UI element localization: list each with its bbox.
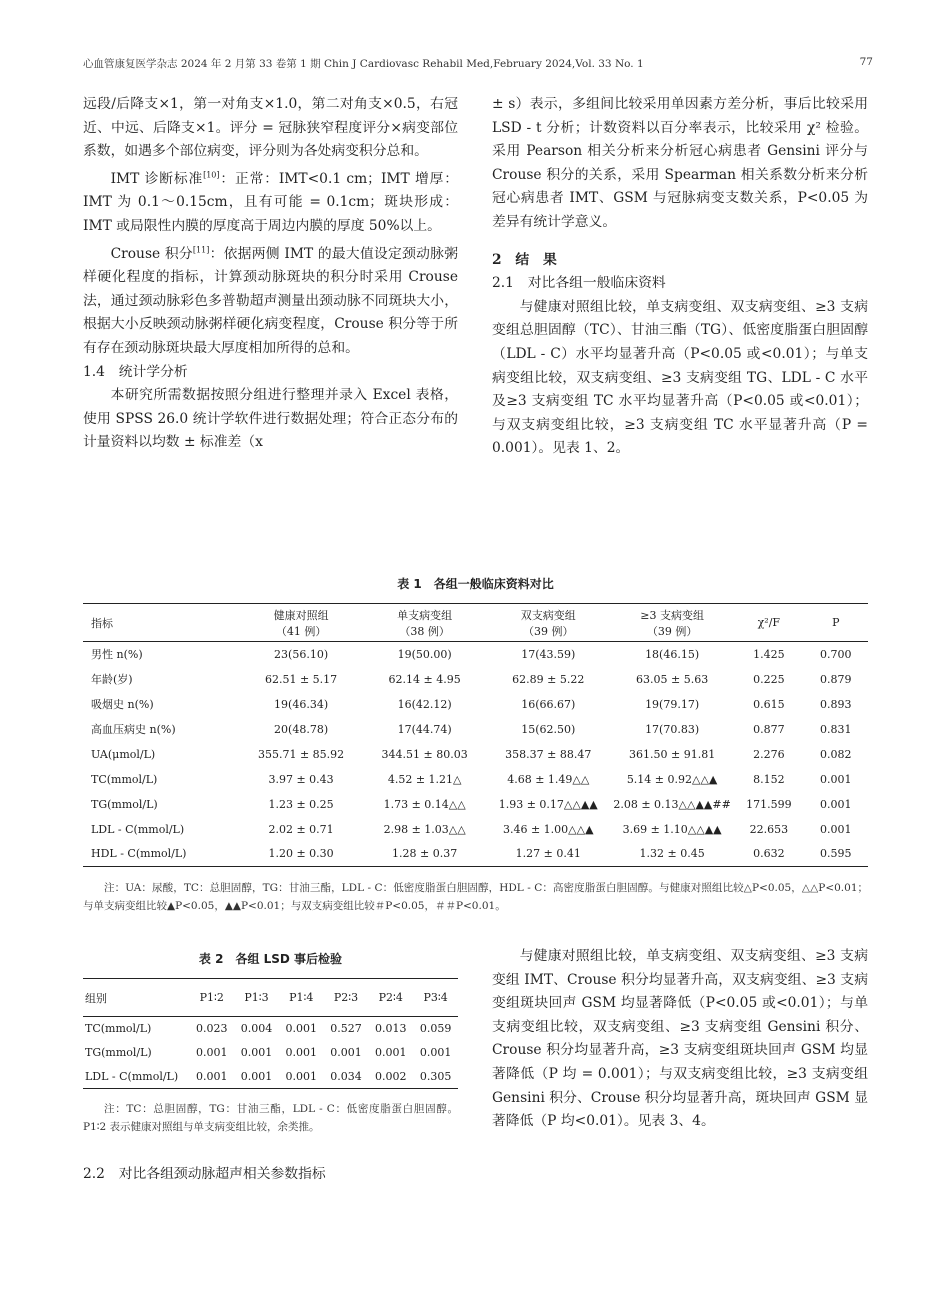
table-cell: 0.001 (240, 1046, 273, 1059)
table-header: 健康对照组 （41 例） (273, 608, 329, 638)
table2 (83, 978, 458, 1089)
table-cell: 19(50.00) (397, 647, 452, 661)
table-row (83, 817, 868, 842)
table-cell: 8.152 (753, 772, 785, 786)
table-cell: TG(mmol/L) (91, 797, 158, 811)
right-column-lower (492, 945, 868, 1134)
table-cell: 0.001 (285, 1069, 317, 1083)
table-cell: LDL - C(mmol/L) (91, 822, 185, 836)
table-cell: 16(42.12) (397, 697, 452, 711)
table-cell: 1.28 ± 0.37 (392, 847, 458, 861)
table-cell: 0.595 (820, 847, 852, 861)
table-cell: 5.14 ± 0.92△△▲ (626, 772, 718, 786)
table-cell: 0.023 (195, 1022, 228, 1036)
table-cell: 17(43.59) (521, 647, 576, 661)
table-cell: 62.89 ± 5.22 (512, 672, 585, 686)
table-cell: 3.69 ± 1.10△△▲▲ (622, 822, 722, 836)
table-cell: 0.001 (285, 1022, 317, 1036)
table-header: P3∶4 (423, 991, 448, 1004)
table-cell: 0.059 (419, 1022, 452, 1036)
term-label: Crouse 积分 (110, 245, 193, 262)
table-cell: 2.276 (753, 747, 785, 761)
paragraph: 与健康对照组比较，单支病变组、双支病变组、≥3 支病变组总胆固醇（TC）、甘油三酯（TG）、低密度脂蛋白胆固醇（LDL - C）水平均显著升高（P<0.05 或<0.01）；与单支病变组比较，双支病变组、≥3 支病变组 TG、LDL - C 水平及≥3 支病变组 TC 水平均显著升高（P<0.05 或<0.01）；与双支病变组比较，≥3 支病变组 TC 水平显著升高（P = 0.001）。见表 1、2。 (492, 298, 868, 457)
table-header: 单支病变组 （38 例） (397, 608, 453, 638)
paragraph: 远段/后降支×1，第一对角支×1.0，第二对角支×0.5，右冠近、中远、后降支×1。评分 = 冠脉狭窄程度评分×病变部位系数，如遇多个部位病变，评分则为各处病变积分总和。 (83, 96, 458, 160)
table-cell: 0.004 (240, 1022, 273, 1036)
table-cell: 高血压病史 n(%) (91, 723, 176, 736)
table-cell: 23(56.10) (274, 647, 329, 661)
table-row (83, 792, 868, 817)
paragraph-imt (83, 168, 458, 239)
table-cell: 0.831 (820, 722, 852, 736)
table-cell: 15(62.50) (521, 722, 576, 736)
table-cell: 0.225 (753, 672, 785, 686)
table-row (83, 642, 868, 667)
table-cell: 355.71 ± 85.92 (257, 747, 345, 761)
table-cell: UA(μmol/L) (91, 747, 156, 761)
table-cell: 0.893 (820, 697, 852, 711)
table-cell: 19(79.17) (645, 697, 700, 711)
table-cell: 4.52 ± 1.21△ (387, 772, 462, 786)
table-cell: 1.20 ± 0.30 (268, 847, 334, 861)
table-cell: 171.599 (746, 797, 792, 811)
running-header (83, 56, 873, 72)
term-label: IMT 诊断标准 (110, 170, 204, 187)
table-cell: 0.527 (330, 1022, 362, 1036)
table-cell: 19(46.34) (274, 697, 329, 711)
table-cell: 0.001 (285, 1046, 317, 1059)
table-row (83, 842, 868, 867)
table-cell: 0.001 (820, 772, 852, 786)
citation: [10] (203, 170, 220, 180)
table-row (83, 1041, 458, 1065)
table-cell: 1.73 ± 0.14△△ (383, 797, 466, 811)
table-header: P (832, 616, 840, 629)
table-header: 指标 (91, 616, 113, 630)
table-header: P1∶4 (289, 991, 314, 1004)
section-heading: 2.1 对比各组一般临床资料 (492, 275, 666, 292)
table-cell: 3.46 ± 1.00△△▲ (502, 822, 594, 836)
table-cell: 0.305 (419, 1069, 452, 1083)
table-cell: 62.14 ± 4.95 (388, 672, 461, 686)
table-cell: 0.001 (330, 1046, 362, 1059)
table-header: 双支病变组 （39 例） (520, 608, 576, 638)
table-cell: 男性 n(%) (91, 648, 143, 662)
section-heading: 1.4 统计学分析 (83, 363, 188, 380)
section-heading: 2 结 果 (492, 251, 557, 268)
table-header: P2∶4 (378, 991, 403, 1004)
table-row (83, 767, 868, 792)
table-cell: 0.001 (419, 1046, 452, 1059)
table-row (83, 1017, 458, 1041)
citation: [11] (192, 244, 210, 254)
table-cell: 361.50 ± 91.81 (629, 747, 716, 761)
table-cell: LDL - C(mmol/L) (85, 1069, 179, 1083)
table2-title: 表 2 各组 LSD 事后检验 (198, 952, 343, 966)
table-row (83, 1065, 458, 1089)
table-cell: 0.700 (820, 647, 852, 661)
paragraph-text: ：正常：IMT<0.1 cm；IMT 增厚：IMT 为 0.1～0.15cm，且有可能 = 0.1cm；斑块形成：IMT 或局限性内膜的厚度高于周边内膜的厚度 50%以上。 (83, 170, 458, 234)
journal-header: 心血管康复医学杂志 2024 年 2 月第 33 卷第 1 期 Chin J Cardiovasc Rehabil Med,February 2024,Vol. 33 No. 1 (83, 58, 644, 70)
table-cell: 2.98 ± 1.03△△ (383, 822, 466, 836)
table-cell: 0.001 (820, 822, 852, 836)
left-column (83, 93, 458, 455)
table-cell: 0.877 (753, 722, 785, 736)
paragraph-crouse (83, 243, 458, 361)
table-cell: 0.034 (330, 1069, 362, 1083)
table-cell: 17(44.74) (397, 722, 452, 736)
table-cell: TG(mmol/L) (85, 1046, 152, 1059)
table-cell: 1.27 ± 0.41 (515, 847, 581, 861)
table-cell: 0.615 (753, 697, 785, 711)
right-column (492, 93, 868, 461)
page-number: 77 (859, 56, 873, 68)
table-cell: 2.02 ± 0.71 (268, 822, 334, 836)
table2-note: 注：TC：总胆固醇，TG：甘油三酯，LDL - C：低密度脂蛋白胆固醇。P1∶2 表示健康对照组与单支病变组比较，余类推。 (83, 1103, 458, 1133)
table-cell: 1.425 (753, 647, 785, 661)
table-cell: 吸烟史 n(%) (91, 698, 154, 711)
table-cell: 62.51 ± 5.17 (264, 672, 338, 686)
paragraph: 与健康对照组比较，单支病变组、双支病变组、≥3 支病变组 IMT、Crouse 积分均显著升高，双支病变组、≥3 支病变组斑块回声 GSM 均显著降低（P<0.05 或<0.01）；与单支病变组比较，双支病变组、≥3 支病变组 Gensini 积分、Crouse 积分均显著升高，≥3 支病变组斑块回声 GSM 均显著降低（P 均 = 0.001）；与双支病变组比较，≥3 支病变组 Gensini 积分、Crouse 积分均显著升高，斑块回声 GSM 显著降低（P 均<0.01）。见表 3、4。 (492, 948, 868, 1130)
paragraph: 本研究所需数据按照分组进行整理并录入 Excel 表格，使用 SPSS 26.0 统计学软件进行数据处理；符合正态分布的计量资料以均数 ± 标准差（x (83, 387, 458, 451)
table-cell: 1.32 ± 0.45 (639, 847, 705, 861)
table-cell: TC(mmol/L) (85, 1022, 152, 1036)
table-cell: 0.002 (375, 1069, 407, 1083)
table-header: 组别 (85, 991, 107, 1005)
table-cell: 2.08 ± 0.13△△▲▲## (613, 797, 731, 811)
table-cell: 1.23 ± 0.25 (268, 797, 334, 811)
section-2-2 (83, 1163, 458, 1187)
table-cell: 22.653 (749, 822, 789, 836)
table-header: P2∶3 (333, 991, 359, 1004)
table-row (83, 692, 868, 717)
table1-title: 表 1 各组一般临床资料对比 (397, 577, 554, 591)
table-row (83, 717, 868, 742)
table-cell: 0.632 (753, 847, 785, 861)
table-cell: 20(48.78) (274, 722, 329, 736)
table-cell: 3.97 ± 0.43 (268, 772, 334, 786)
table-cell: 16(66.67) (521, 697, 576, 711)
table-cell: 0.001 (820, 797, 852, 811)
table-cell: 63.05 ± 5.63 (636, 672, 709, 686)
section-heading: 2.2 对比各组颈动脉超声相关参数指标 (83, 1166, 326, 1182)
table-cell: TC(mmol/L) (91, 772, 158, 786)
table-header: ≥3 支病变组 （39 例） (640, 608, 704, 638)
table-cell: 0.001 (195, 1069, 228, 1083)
table-header: P1∶3 (244, 991, 269, 1004)
table-row (83, 742, 868, 767)
table-cell: 年龄(岁) (91, 673, 133, 686)
table1-note: 注：UA：尿酸，TC：总胆固醇，TG：甘油三酯，LDL - C：低密度脂蛋白胆固醇，HDL - C：高密度脂蛋白胆固醇。与健康对照组比较△P<0.05，△△P<0.01；与单支病变组比较▲P<0.05，▲▲P<0.01；与双支病变组比较＃P<0.05，＃＃P<0.01。 (83, 882, 868, 912)
table-cell: HDL - C(mmol/L) (91, 847, 187, 861)
table-cell: 0.001 (375, 1046, 407, 1059)
table-cell: 17(70.83) (645, 722, 700, 736)
table-cell: 18(46.15) (645, 647, 700, 661)
table-cell: 4.68 ± 1.49△△ (507, 772, 590, 786)
table-cell: 0.082 (820, 747, 852, 761)
table-cell: 0.001 (195, 1046, 228, 1059)
table-header: χ²/F (757, 616, 781, 629)
paragraph: ± s）表示，多组间比较采用单因素方差分析，事后比较采用 LSD - t 分析；计数资料以百分率表示，比较采用 χ² 检验。采用 Pearson 相关分析来分析冠心病患者 Gensini 评分与 Crouse 积分的关系，采用 Spearman 相关系数分析来分析冠心病患者 IMT、GSM 与冠脉病变支数关系，P<0.05 为差异有统计学意义。 (492, 96, 868, 230)
paragraph-text: ：依据两侧 IMT 的最大值设定颈动脉粥样硬化程度的指标，计算颈动脉斑块的积分时采用 Crouse 法，通过颈动脉彩色多普勒超声测量出颈动脉不同斑块大小，根据大小反映颈动脉粥样硬化病变程度，Crouse 积分等于所有存在颈动脉斑块最大厚度相加所得的总和。 (83, 245, 458, 356)
table-header: P1∶2 (199, 991, 224, 1004)
table-cell: 0.879 (820, 672, 852, 686)
table-cell: 344.51 ± 80.03 (381, 747, 468, 761)
table-cell: 0.001 (240, 1069, 273, 1083)
table-cell: 0.013 (375, 1022, 407, 1036)
table1 (83, 603, 868, 867)
table-cell: 358.37 ± 88.47 (505, 747, 592, 761)
table-cell: 1.93 ± 0.17△△▲▲ (498, 797, 598, 811)
table-row (83, 667, 868, 692)
